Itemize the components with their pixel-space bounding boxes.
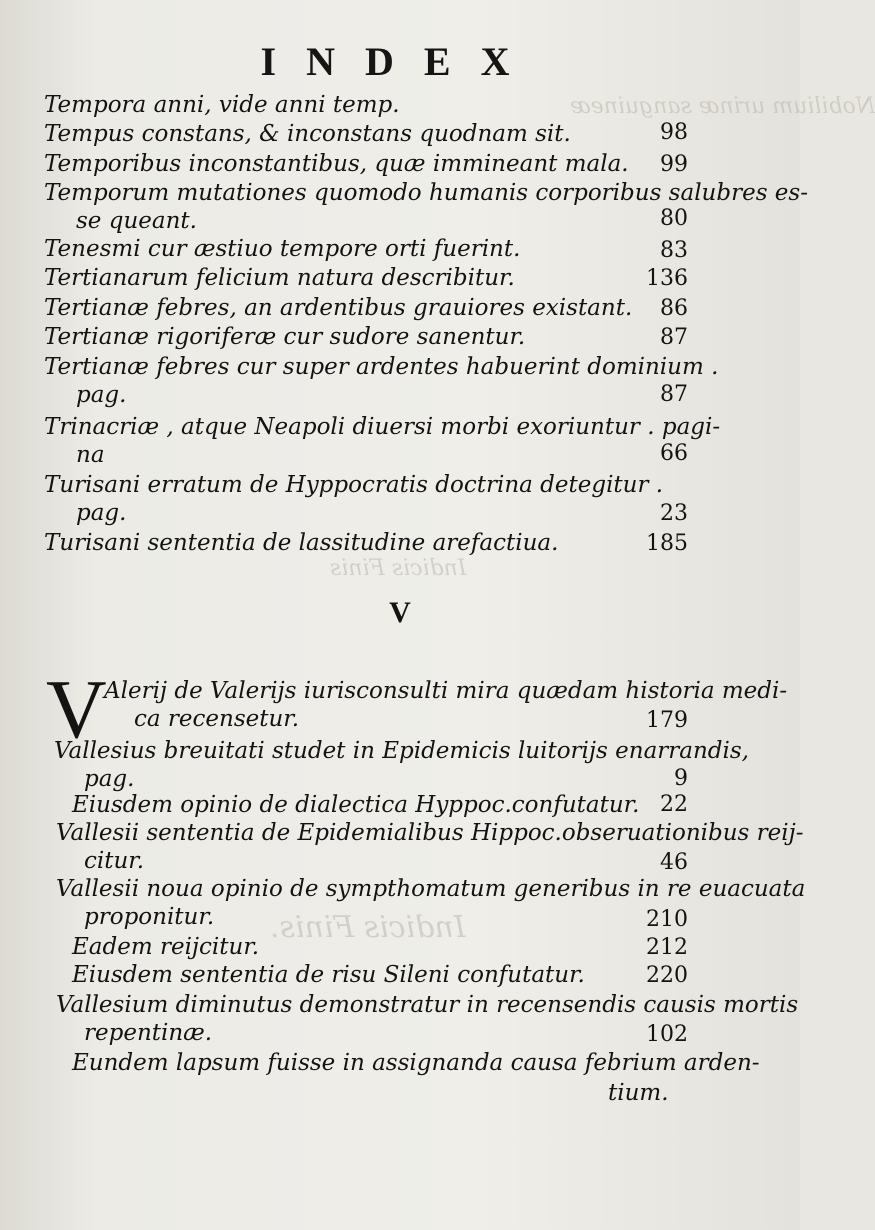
index-entry: Trinacriæ , atque Neapoli diuersi morbi exoriuntur . pagi-	[44, 414, 721, 440]
index-entry: Temporibus inconstantibus, quæ immineant mala.	[44, 151, 629, 177]
index-entry-continuation: pag.	[84, 766, 135, 792]
index-entry: Tertianarum felicium natura describitur.	[44, 265, 515, 291]
index-entry: Eadem reijcitur.	[72, 934, 260, 960]
drop-cap: V	[46, 663, 107, 756]
bleed-through: Indicis Finis.	[270, 910, 466, 945]
index-entry-continuation: pag.	[76, 382, 127, 408]
page-number: 220	[646, 963, 688, 988]
bleed-through: Indicis Finis	[330, 556, 467, 581]
page-number: 87	[660, 325, 688, 350]
index-entry-continuation: pag.	[76, 500, 127, 526]
page-number: 136	[646, 266, 688, 291]
index-entry: Vallesius breuitati studet in Epidemicis luitorijs enarrandis,	[54, 738, 749, 764]
index-entry-continuation: tium.	[608, 1080, 669, 1106]
index-entry: Tenesmi cur æstiuo tempore orti fuerint.	[44, 236, 521, 262]
index-entry: Vallesii sententia de Epidemialibus Hippoc.obseruationibus reij-	[56, 820, 804, 846]
index-entry: Eiusdem sententia de risu Sileni confutatur.	[72, 962, 585, 988]
page-number: 99	[660, 152, 688, 177]
page-title: INDEX	[260, 39, 540, 84]
page-number: 179	[646, 708, 688, 733]
page-number: 46	[660, 850, 688, 875]
index-entry: Temporum mutationes quomodo humanis corporibus salubres es-	[44, 180, 808, 206]
index-entry: Vallesium diminutus demonstratur in recensendis causis mortis	[56, 992, 799, 1018]
page-number: 102	[646, 1022, 688, 1047]
page-number: 210	[646, 907, 688, 932]
index-entry: Alerij de Valerijs iurisconsulti mira quædam historia medi-	[104, 678, 788, 704]
page-number: 86	[660, 296, 688, 321]
index-entry: Turisani sententia de lassitudine arefactiua.	[44, 530, 559, 556]
page-number: 23	[660, 501, 688, 526]
index-entry-continuation: citur.	[84, 848, 145, 874]
index-entry: Tertianæ febres cur super ardentes habuerint dominium .	[44, 354, 719, 380]
index-entry: Tertianæ febres, an ardentibus grauiores existant.	[44, 295, 633, 321]
index-entry-continuation: proponitur.	[84, 904, 215, 930]
index-entry: Tempus constans, & inconstans quodnam sit.	[44, 121, 571, 147]
bleed-through: Nobilium urinæ sanguineæ	[570, 94, 875, 119]
page-number: 212	[646, 935, 688, 960]
index-entry-continuation: repentinæ.	[84, 1020, 213, 1046]
page-number: 66	[660, 441, 688, 466]
page-number: 185	[646, 531, 688, 556]
page-number: 83	[660, 238, 688, 263]
index-entry: Tertianæ rigoriferæ cur sudore sanentur.	[44, 324, 526, 350]
section-letter: V	[389, 596, 411, 629]
index-entry: Turisani erratum de Hyppocratis doctrina detegitur .	[44, 472, 664, 498]
page-number: 87	[660, 382, 688, 407]
page-number: 98	[660, 120, 688, 145]
index-entry-continuation: na	[76, 442, 105, 468]
page-number: 9	[674, 766, 688, 791]
index-entry-continuation: se queant.	[76, 208, 197, 234]
index-entry: Vallesii noua opinio de sympthomatum generibus in re euacuata	[56, 876, 806, 902]
page-number: 22	[660, 792, 688, 817]
page-number: 80	[660, 206, 688, 231]
index-entry: Eundem lapsum fuisse in assignanda causa febrium arden-	[72, 1050, 760, 1076]
index-entry: Tempora anni, vide anni temp.	[44, 92, 400, 118]
index-entry: Eiusdem opinio de dialectica Hyppoc.confutatur.	[72, 792, 640, 818]
index-entry-continuation: ca recensetur.	[134, 706, 300, 732]
